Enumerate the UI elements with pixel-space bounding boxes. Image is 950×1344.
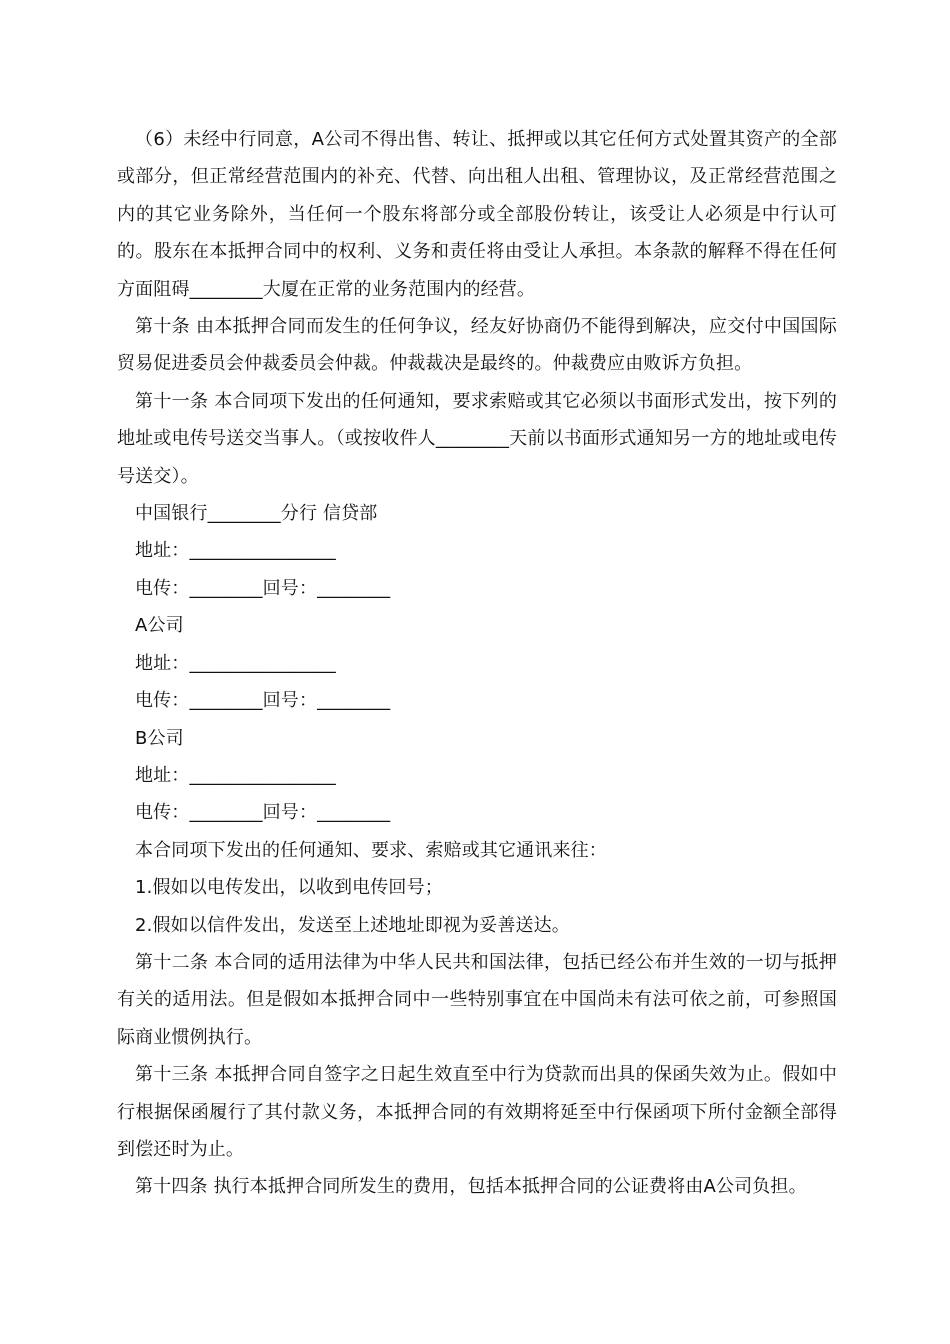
bank-telex-line: 电传：________回号：________ [135, 577, 391, 599]
clause-6-paragraph: （6）未经中行同意，A公司不得出售、转让、抵押或以其它任何方式处置其资产的全部或部分，但正常经营范围内的补充、代替、向出租人出租、管理协议，及正常经营范围之内的其它业务除外，当任何一个股东将部分或全部股份转让，该受让人必须是中行认可的。股东在本抵押合同中的权利、义务和责任将由受让人承担。本条款的解释不得在任何方面阻碍________大厦在正常的业务范围内的经营。 [117, 129, 837, 300]
company-b-name: B公司 [135, 727, 184, 749]
bank-address-line: 地址：________________ [135, 540, 336, 562]
notice-intro: 本合同项下发出的任何通知、要求、索赔或其它通讯来往： [135, 839, 607, 861]
company-a-name: A公司 [135, 615, 184, 637]
company-b-telex-line: 电传：________回号：________ [135, 802, 391, 824]
article-11-paragraph: 第十一条 本合同项下发出的任何通知，要求索赔或其它必须以书面形式发出，按下列的地址或电传号送交当事人。（或按收件人________天前以书面形式通知另一方的地址或电传号送交）。 [117, 390, 837, 487]
article-13-paragraph: 第十三条 本抵押合同自签字之日起生效直至中行为贷款而出具的保函失效为止。假如中行根据保函履行了其付款义务，本抵押合同的有效期将延至中行保函项下所付金额全部得到偿还时为止。 [117, 1064, 837, 1160]
article-14-paragraph: 第十四条 执行本抵押合同所发生的费用，包括本抵押合同的公证费将由A公司负担。 [135, 1176, 807, 1198]
bank-contact-name: 中国银行________分行 信贷部 [135, 503, 378, 525]
company-a-telex-line: 电传：________回号：________ [135, 690, 391, 712]
article-10-paragraph: 第十条 由本抵押合同而发生的任何争议，经友好协商仍不能得到解决，应交付中国国际贸易促进委员会仲裁委员会仲裁。仲裁裁决是最终的。仲裁费应由败诉方负担。 [117, 316, 837, 375]
article-12-paragraph: 第十二条 本合同的适用法律为中华人民共和国法律，包括已经公布并生效的一切与抵押有关的适用法。但是假如本抵押合同中一些特别事宜在中国尚未有法可依之前，可参照国际商业惯例执行。 [117, 951, 837, 1048]
company-a-address-line: 地址：________________ [135, 652, 336, 674]
notice-item-telex: 1.假如以电传发出，以收到电传回号； [135, 877, 443, 899]
notice-item-letter: 2.假如以信件发出，发送至上述地址即视为妥善送达。 [135, 914, 570, 936]
document-body [117, 121, 837, 1206]
company-b-address-line: 地址：________________ [135, 764, 336, 786]
